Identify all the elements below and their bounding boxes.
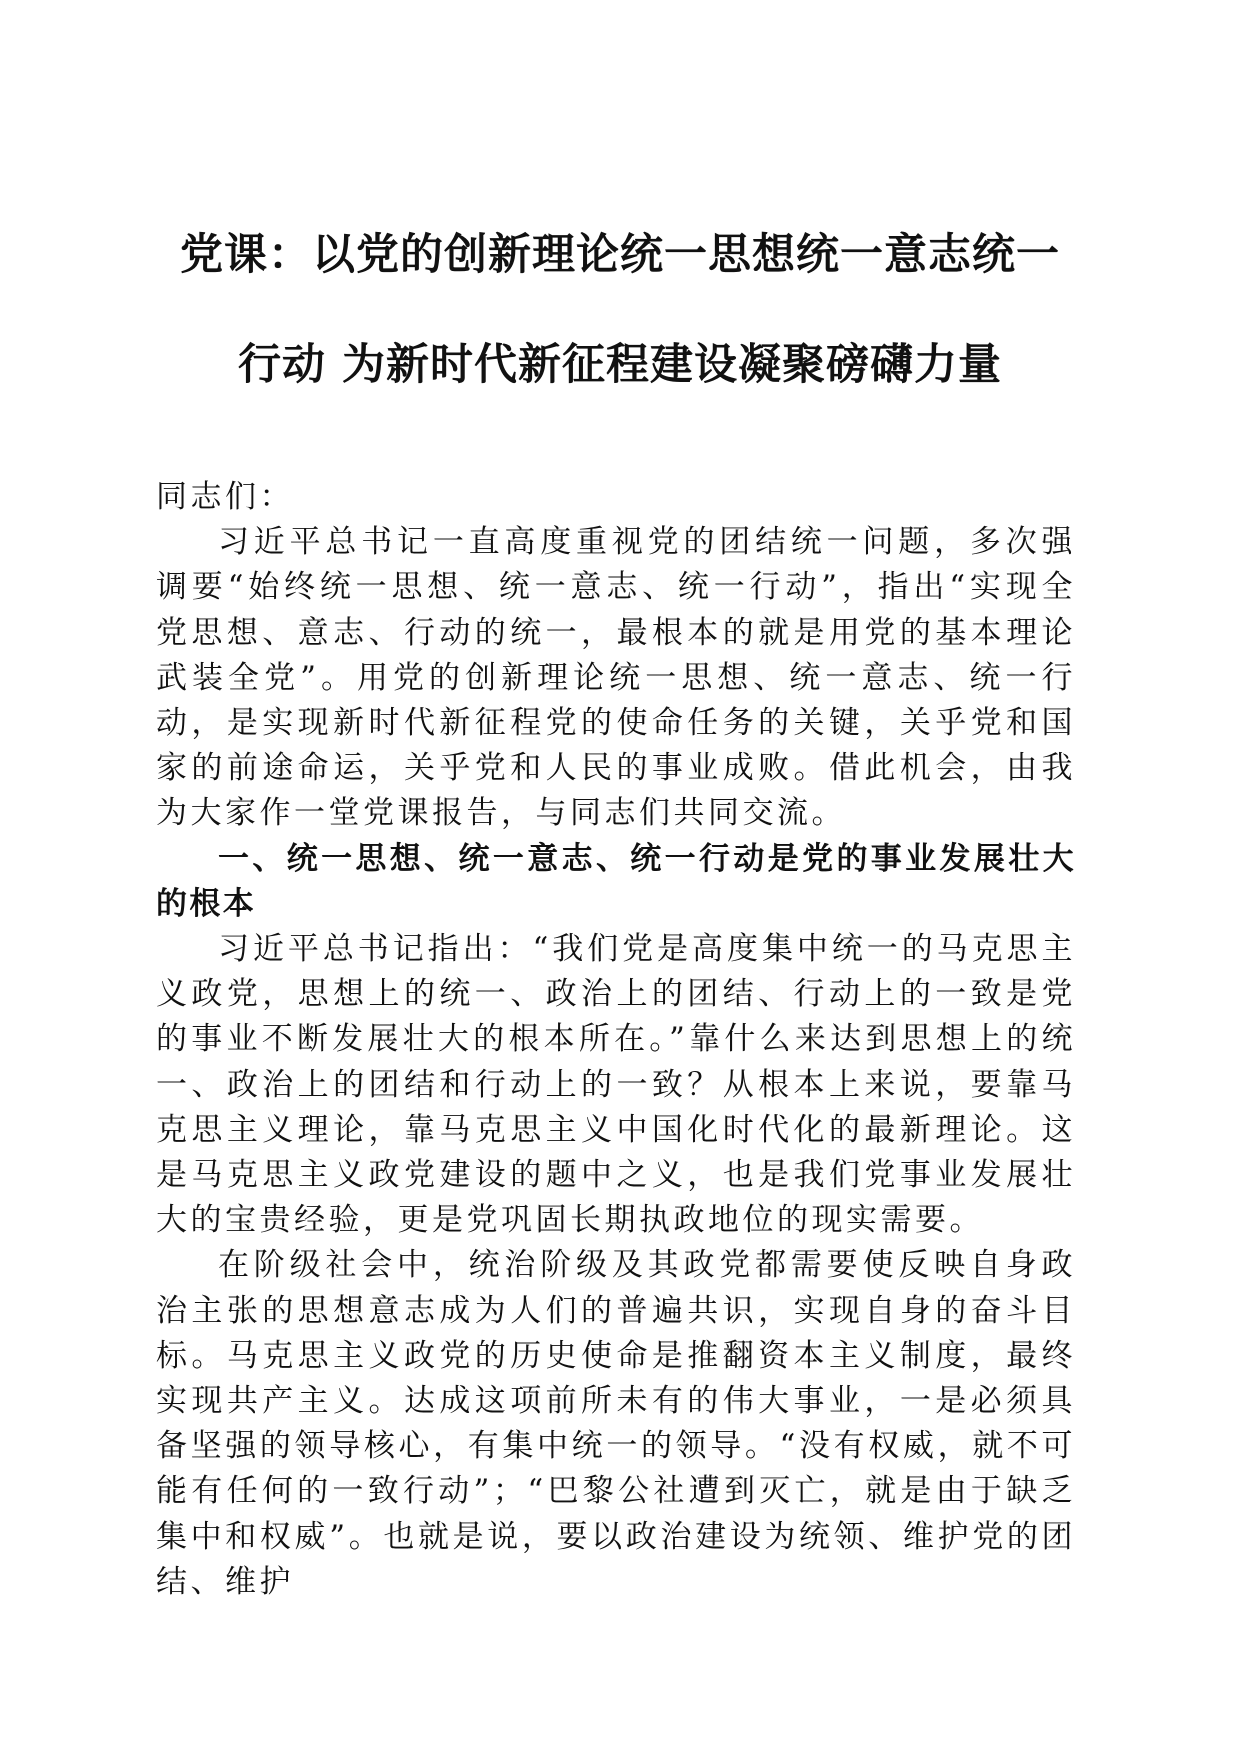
document-body [156,475,1076,1605]
title-line-2: 行动 为新时代新征程建设凝聚磅礴力量 [238,340,1002,390]
paragraph-class-society: 在阶级社会中，统治阶级及其政党都需要使反映自身政治主张的思想意志成为人们的普遍共识，实现自身的奋斗目标。马克思主义政党的历史使命是推翻资本主义制度，最终实现共产主义。达成这项前所未有的伟大事业，一是必须具备坚强的领导核心，有集中统一的领导。“没有权威，就不可能有任何的一致行动”；“巴黎公社遭到灭亡，就是由于缺乏集中和权威”。也就是说，要以政治建设为统领、维护党的团结、维护 [156,1247,1076,1600]
section-heading-1: 一、统一思想、统一意志、统一行动是党的事业发展壮大的根本 [156,840,1076,922]
paragraph-intro: 习近平总书记一直高度重视党的团结统一问题，多次强调要“始终统一思想、统一意志、统一行动”，指出“实现全党思想、意志、行动的统一，最根本的就是用党的基本理论武装全党”。用党的创新理论统一思想、统一意志、统一行动，是实现新时代新征程党的使命任务的关键，关乎党和国家的前途命运，关乎党和人民的事业成败。借此机会，由我为大家作一堂党课报告，与同志们共同交流。 [156,524,1076,832]
salutation: 同志们： [156,479,294,515]
document-title [150,200,1090,420]
title-line-1: 党课：以党的创新理论统一思想统一意志统一 [180,230,1060,280]
paragraph-quote: 习近平总书记指出：“我们党是高度集中统一的马克思主义政党，思想上的统一、政治上的团结、行动上的一致是党的事业不断发展壮大的根本所在。”靠什么来达到思想上的统一、政治上的团结和行动上的一致？从根本上来说，要靠马克思主义理论，靠马克思主义中国化时代化的最新理论。这是马克思主义政党建设的题中之义，也是我们党事业发展壮大的宝贵经验，更是党巩固长期执政地位的现实需要。 [156,931,1076,1239]
